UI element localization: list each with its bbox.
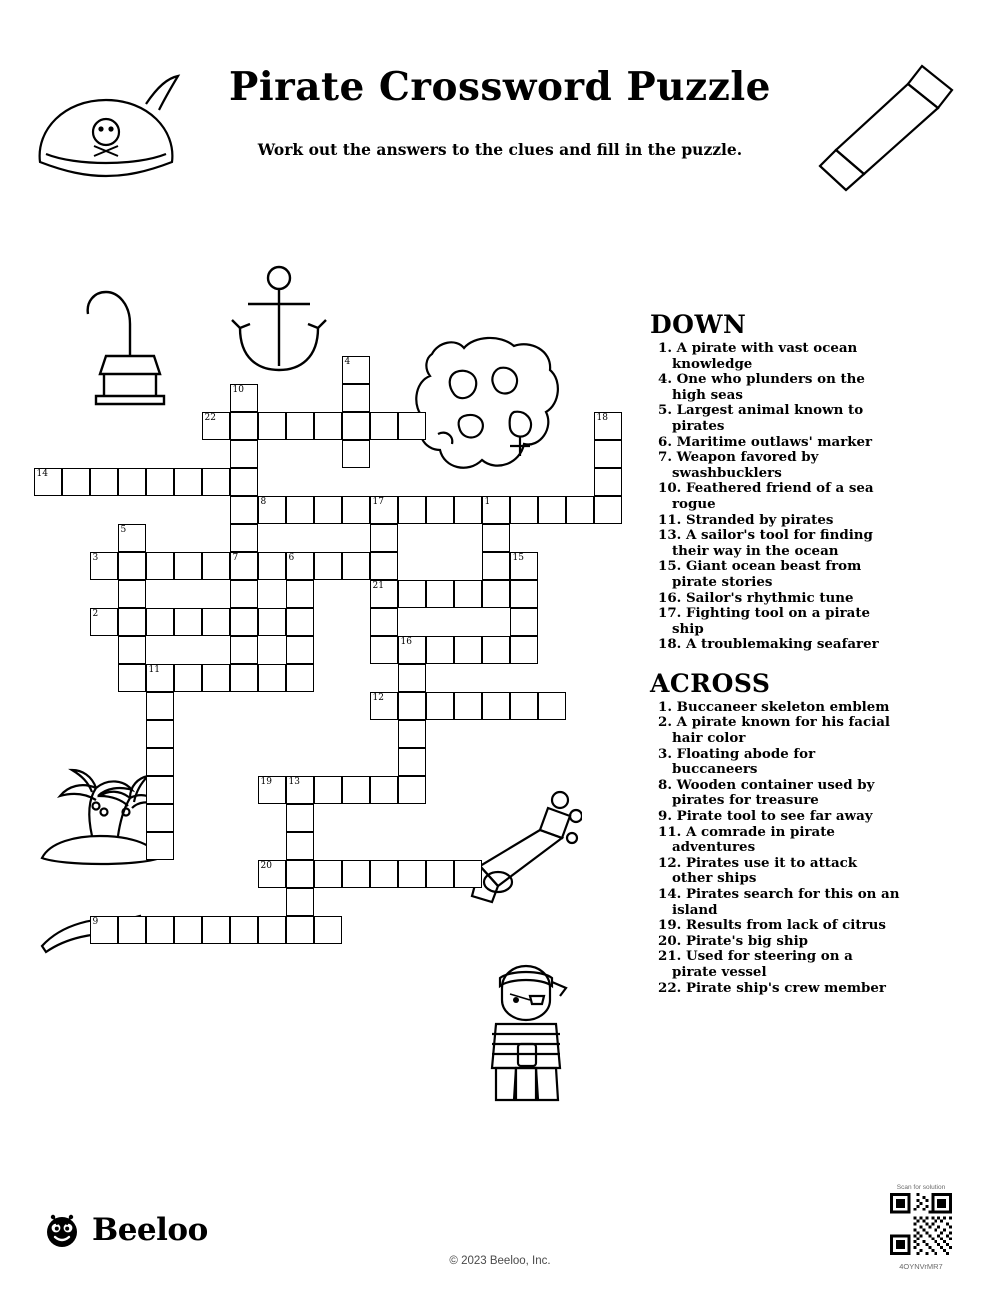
qr-caption: Scan for solution [896, 1184, 946, 1191]
grid-cell[interactable] [370, 496, 398, 524]
down-clue: 5. Largest animal known to pirates [658, 402, 864, 434]
grid-cell[interactable] [510, 580, 538, 608]
grid-cell[interactable] [342, 860, 370, 888]
grid-cell[interactable] [90, 608, 118, 636]
grid-cell[interactable] [398, 412, 426, 440]
down-clue: 18. A troublemaking seafarer [658, 636, 879, 653]
grid-cell[interactable] [454, 496, 482, 524]
grid-cell[interactable] [286, 412, 314, 440]
bee-logo-icon [42, 1210, 82, 1250]
across-clue: 14. Pirates search for this on an island [658, 886, 900, 918]
grid-cell-number: 18 [596, 413, 608, 423]
grid-cell[interactable] [398, 496, 426, 524]
grid-cell[interactable] [594, 440, 622, 468]
grid-cell[interactable] [146, 664, 174, 692]
grid-cell[interactable] [258, 916, 286, 944]
grid-cell[interactable] [174, 664, 202, 692]
grid-cell[interactable] [202, 412, 230, 440]
grid-cell[interactable] [230, 496, 258, 524]
grid-cell[interactable] [538, 496, 566, 524]
grid-cell[interactable] [286, 888, 314, 916]
grid-cell[interactable] [230, 552, 258, 580]
down-clue: 4. One who plunders on the high seas [658, 371, 865, 403]
grid-cell[interactable] [510, 692, 538, 720]
grid-cell[interactable] [510, 496, 538, 524]
grid-cell[interactable] [118, 636, 146, 664]
grid-cell[interactable] [90, 552, 118, 580]
down-clue: 11. Stranded by pirates [658, 511, 834, 528]
grid-cell-number: 22 [204, 413, 216, 423]
grid-cell[interactable] [174, 468, 202, 496]
grid-cell[interactable] [510, 608, 538, 636]
grid-cell[interactable] [118, 524, 146, 552]
down-clue: 17. Fighting tool on a pirate ship [658, 605, 871, 637]
grid-cell[interactable] [230, 384, 258, 412]
down-clue: 16. Sailor's rhythmic tune [658, 589, 854, 606]
grid-cell[interactable] [202, 916, 230, 944]
grid-cell-number: 5 [120, 525, 127, 535]
grid-cell-number: 4 [344, 357, 351, 367]
grid-cell[interactable] [258, 496, 286, 524]
grid-cell[interactable] [146, 776, 174, 804]
across-clue: 20. Pirate's big ship [658, 932, 809, 949]
grid-cell[interactable] [286, 860, 314, 888]
grid-cell[interactable] [342, 776, 370, 804]
page-subtitle: Work out the answers to the clues and fill in the puzzle. [257, 140, 743, 159]
grid-cell[interactable] [258, 664, 286, 692]
grid-cell-number: 8 [260, 497, 267, 507]
grid-cell[interactable] [146, 804, 174, 832]
grid-cell[interactable] [398, 748, 426, 776]
grid-cell[interactable] [426, 860, 454, 888]
grid-cell-number: 19 [260, 777, 272, 787]
grid-cell[interactable] [258, 860, 286, 888]
grid-cell[interactable] [146, 692, 174, 720]
grid-cell[interactable] [146, 468, 174, 496]
grid-cell-number: 16 [400, 637, 412, 647]
grid-cell[interactable] [398, 580, 426, 608]
grid-cell[interactable] [510, 636, 538, 664]
across-clue: 9. Pirate tool to see far away [658, 808, 873, 825]
down-heading: DOWN [650, 310, 747, 339]
grid-cell[interactable] [202, 664, 230, 692]
across-clue: 19. Results from lack of citrus [658, 917, 886, 934]
grid-cell[interactable] [202, 608, 230, 636]
grid-cell[interactable] [286, 552, 314, 580]
grid-cell[interactable] [286, 580, 314, 608]
grid-cell[interactable] [286, 832, 314, 860]
grid-cell[interactable] [370, 636, 398, 664]
across-clue: 2. A pirate known for his facial hair color [658, 714, 890, 747]
grid-cell[interactable] [314, 552, 342, 580]
grid-cell[interactable] [426, 636, 454, 664]
grid-cell[interactable] [118, 608, 146, 636]
grid-cell[interactable] [286, 916, 314, 944]
grid-cell[interactable] [594, 468, 622, 496]
footer-logo [42, 1210, 208, 1250]
grid-cell[interactable] [90, 916, 118, 944]
grid-cell[interactable] [398, 776, 426, 804]
grid-cell-number: 21 [372, 581, 384, 591]
grid-cell[interactable] [202, 552, 230, 580]
grid-cell[interactable] [370, 776, 398, 804]
down-clue: 15. Giant ocean beast from pirate stories [658, 558, 862, 590]
grid-cell[interactable] [230, 440, 258, 468]
grid-cell[interactable] [398, 860, 426, 888]
grid-cell[interactable] [454, 636, 482, 664]
qr-id: 4OYNVrMR7 [899, 1262, 943, 1271]
grid-cell-number: 1 [484, 497, 491, 507]
grid-cell[interactable] [118, 916, 146, 944]
grid-cell[interactable] [146, 832, 174, 860]
grid-cell[interactable] [118, 664, 146, 692]
grid-cell[interactable] [230, 524, 258, 552]
across-clue: 12. Pirates use it to attack other ships [658, 854, 858, 887]
grid-cell[interactable] [34, 468, 62, 496]
grid-cell[interactable] [286, 664, 314, 692]
grid-cell[interactable] [370, 524, 398, 552]
grid-cell[interactable] [370, 580, 398, 608]
grid-cell-number: 15 [512, 553, 524, 563]
grid-cell[interactable] [398, 664, 426, 692]
qr-block[interactable] [878, 1184, 964, 1271]
grid-cell-number: 7 [232, 553, 239, 563]
grid-cell[interactable] [118, 552, 146, 580]
grid-cell[interactable] [202, 468, 230, 496]
grid-cell[interactable] [258, 552, 286, 580]
grid-cell[interactable] [370, 412, 398, 440]
grid-cell[interactable] [314, 916, 342, 944]
across-clue: 22. Pirate ship's crew member [658, 979, 886, 996]
grid-cell[interactable] [230, 636, 258, 664]
grid-cell[interactable] [398, 720, 426, 748]
grid-cell[interactable] [146, 608, 174, 636]
grid-cell[interactable] [286, 804, 314, 832]
grid-cell-number: 14 [36, 469, 48, 479]
grid-cell[interactable] [314, 860, 342, 888]
grid-cell[interactable] [230, 580, 258, 608]
grid-cell[interactable] [398, 636, 426, 664]
grid-cell[interactable] [482, 496, 510, 524]
grid-cell-number: 9 [92, 917, 99, 927]
grid-cell[interactable] [230, 608, 258, 636]
copyright-text: © 2023 Beeloo, Inc. [449, 1255, 551, 1267]
grid-cell[interactable] [342, 412, 370, 440]
grid-cell-number: 11 [148, 665, 160, 675]
grid-cell[interactable] [342, 440, 370, 468]
grid-cell[interactable] [482, 552, 510, 580]
grid-cell-number: 6 [288, 553, 295, 563]
grid-cell[interactable] [482, 524, 510, 552]
grid-cell[interactable] [230, 916, 258, 944]
spyglass-icon [806, 56, 966, 196]
grid-cell[interactable] [90, 468, 118, 496]
grid-cell[interactable] [118, 468, 146, 496]
grid-cell[interactable] [62, 468, 90, 496]
grid-cell[interactable] [454, 580, 482, 608]
grid-cell[interactable] [594, 412, 622, 440]
page-title: Pirate Crossword Puzzle [229, 64, 771, 110]
grid-cell-number: 3 [92, 553, 99, 563]
grid-cell[interactable] [370, 692, 398, 720]
grid-cell[interactable] [426, 692, 454, 720]
grid-cell[interactable] [342, 356, 370, 384]
down-clue: 6. Maritime outlaws' marker [658, 433, 873, 450]
grid-cell[interactable] [230, 468, 258, 496]
grid-cell-number: 17 [372, 497, 384, 507]
grid-cell[interactable] [538, 692, 566, 720]
grid-cell[interactable] [146, 916, 174, 944]
grid-cell-number: 10 [232, 385, 244, 395]
across-clue: 1. Buccaneer skeleton emblem [658, 698, 890, 715]
grid-cell[interactable] [370, 608, 398, 636]
grid-cell[interactable] [258, 608, 286, 636]
across-heading: ACROSS [650, 668, 771, 698]
clues-panel [650, 310, 900, 996]
grid-cell[interactable] [370, 552, 398, 580]
brand-name: Beeloo [92, 1212, 208, 1248]
across-clue: 8. Wooden container used by pirates for treasure [658, 776, 875, 809]
qr-code-icon[interactable] [890, 1193, 952, 1255]
grid-cell[interactable] [286, 776, 314, 804]
grid-cell[interactable] [118, 580, 146, 608]
grid-cell[interactable] [286, 496, 314, 524]
grid-cell[interactable] [146, 720, 174, 748]
grid-cell[interactable] [314, 412, 342, 440]
grid-cell[interactable] [314, 496, 342, 524]
grid-cell[interactable] [230, 664, 258, 692]
across-clue: 3. Floating abode for buccaneers [658, 745, 816, 778]
grid-cell[interactable] [426, 496, 454, 524]
grid-cell[interactable] [426, 580, 454, 608]
grid-cell[interactable] [286, 636, 314, 664]
grid-cell[interactable] [342, 552, 370, 580]
down-clue: 1. A pirate with vast ocean knowledge [658, 340, 858, 372]
down-clue: 10. Feathered friend of a sea rogue [658, 480, 874, 512]
down-clue: 7. Weapon favored by swashbucklers [658, 449, 819, 481]
grid-cell[interactable] [482, 636, 510, 664]
across-clue: 11. A comrade in pirate adventures [658, 823, 835, 856]
across-clue: 21. Used for steering on a pirate vessel [658, 948, 853, 980]
grid-cell[interactable] [314, 776, 342, 804]
grid-cell[interactable] [230, 412, 258, 440]
down-clue-list [650, 341, 900, 653]
grid-cell-number: 2 [92, 609, 99, 619]
grid-cell[interactable] [258, 412, 286, 440]
grid-cell-number: 13 [288, 777, 300, 787]
grid-cell[interactable] [174, 916, 202, 944]
down-clue: 13. A sailor's tool for finding their way in the ocean [658, 527, 873, 559]
grid-cell[interactable] [594, 496, 622, 524]
grid-cell[interactable] [510, 552, 538, 580]
grid-cell[interactable] [174, 608, 202, 636]
grid-cell[interactable] [398, 692, 426, 720]
grid-cell[interactable] [454, 692, 482, 720]
grid-cell[interactable] [566, 496, 594, 524]
grid-cell[interactable] [482, 580, 510, 608]
grid-cell[interactable] [286, 608, 314, 636]
grid-cell[interactable] [146, 748, 174, 776]
grid-cell[interactable] [258, 776, 286, 804]
grid-cell-number: 20 [260, 861, 272, 871]
grid-cell-number: 12 [372, 693, 384, 703]
grid-cell[interactable] [454, 860, 482, 888]
grid-cell[interactable] [146, 552, 174, 580]
grid-cell[interactable] [482, 692, 510, 720]
grid-cell[interactable] [342, 496, 370, 524]
across-clue-list [650, 700, 900, 996]
grid-cell[interactable] [342, 384, 370, 412]
grid-cell[interactable] [370, 860, 398, 888]
grid-cell[interactable] [174, 552, 202, 580]
